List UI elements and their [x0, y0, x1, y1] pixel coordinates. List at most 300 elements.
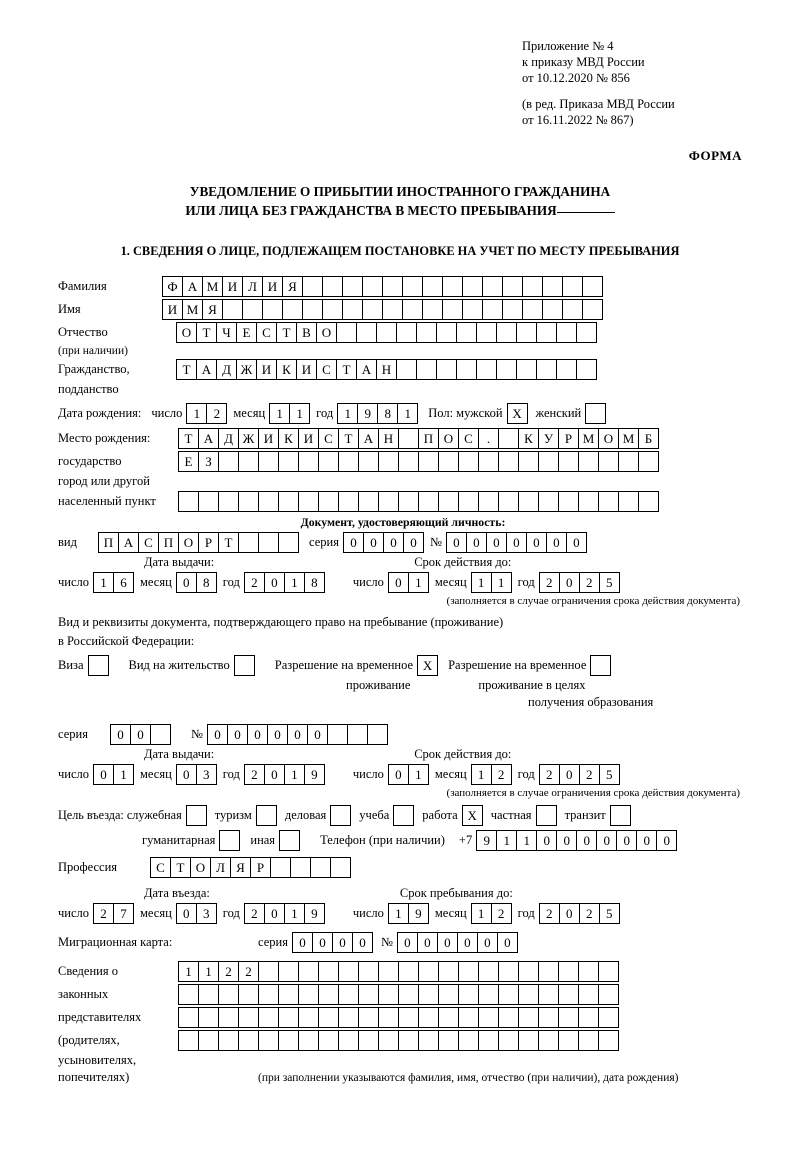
cell[interactable]: [418, 984, 439, 1005]
cell[interactable]: [336, 322, 357, 343]
cell[interactable]: [238, 532, 259, 553]
cell[interactable]: 1: [284, 572, 305, 593]
permit-number-input[interactable]: [207, 724, 388, 745]
cell[interactable]: 1: [178, 961, 199, 982]
cell[interactable]: [456, 359, 477, 380]
cell[interactable]: [476, 359, 497, 380]
cell[interactable]: [358, 984, 379, 1005]
cell[interactable]: [598, 961, 619, 982]
cell[interactable]: [278, 451, 299, 472]
cell[interactable]: [178, 491, 199, 512]
cell[interactable]: Т: [218, 532, 239, 553]
cell[interactable]: X: [462, 805, 483, 826]
cell[interactable]: [238, 451, 259, 472]
cell[interactable]: [558, 984, 579, 1005]
permit-issue-year-input[interactable]: [244, 764, 325, 785]
cell[interactable]: [536, 805, 557, 826]
cell[interactable]: [378, 961, 399, 982]
cell[interactable]: 2: [238, 961, 259, 982]
stay-day-input[interactable]: [388, 903, 429, 924]
cell[interactable]: [358, 1030, 379, 1051]
cell[interactable]: [518, 984, 539, 1005]
cell[interactable]: [318, 491, 339, 512]
cell[interactable]: [538, 961, 559, 982]
cell[interactable]: 1: [337, 403, 358, 424]
cell[interactable]: 2: [579, 764, 600, 785]
cell[interactable]: [585, 403, 606, 424]
cell[interactable]: [338, 961, 359, 982]
cell[interactable]: [358, 1007, 379, 1028]
cell[interactable]: [262, 299, 283, 320]
cell[interactable]: 0: [93, 764, 114, 785]
cell[interactable]: [578, 491, 599, 512]
cell[interactable]: [618, 451, 639, 472]
cell[interactable]: 1: [516, 830, 537, 851]
cell[interactable]: [338, 1007, 359, 1028]
cell[interactable]: [558, 961, 579, 982]
cell[interactable]: [496, 322, 517, 343]
cell[interactable]: А: [358, 428, 379, 449]
cell[interactable]: 2: [539, 903, 560, 924]
cell[interactable]: [218, 1030, 239, 1051]
cell[interactable]: Т: [196, 322, 217, 343]
cell[interactable]: [556, 322, 577, 343]
cell[interactable]: [478, 961, 499, 982]
cell[interactable]: 8: [196, 572, 217, 593]
cell[interactable]: 0: [264, 572, 285, 593]
cell[interactable]: [598, 984, 619, 1005]
cell[interactable]: [442, 299, 463, 320]
cell[interactable]: П: [98, 532, 119, 553]
cell[interactable]: [322, 276, 343, 297]
doc-series-input[interactable]: [343, 532, 424, 553]
cell[interactable]: [186, 805, 207, 826]
cell[interactable]: [258, 451, 279, 472]
cell[interactable]: П: [418, 428, 439, 449]
cell[interactable]: [538, 1007, 559, 1028]
cell[interactable]: [582, 276, 603, 297]
cell[interactable]: Ч: [216, 322, 237, 343]
cell[interactable]: Н: [378, 428, 399, 449]
cell[interactable]: [558, 451, 579, 472]
cell[interactable]: [358, 961, 379, 982]
cell[interactable]: О: [176, 322, 197, 343]
patronymic-input[interactable]: [176, 322, 597, 343]
cell[interactable]: [462, 299, 483, 320]
cell[interactable]: [258, 532, 279, 553]
purpose-other-checkbox[interactable]: [279, 830, 300, 851]
cell[interactable]: М: [618, 428, 639, 449]
cell[interactable]: 5: [599, 572, 620, 593]
cell[interactable]: [258, 491, 279, 512]
cell[interactable]: 0: [388, 572, 409, 593]
cell[interactable]: Р: [558, 428, 579, 449]
cell[interactable]: О: [178, 532, 199, 553]
cell[interactable]: [562, 276, 583, 297]
cell[interactable]: 2: [244, 572, 265, 593]
residence-permit-checkbox[interactable]: [234, 655, 255, 676]
cell[interactable]: [458, 961, 479, 982]
cell[interactable]: И: [258, 428, 279, 449]
cell[interactable]: [542, 276, 563, 297]
permit-issue-day-input[interactable]: [93, 764, 134, 785]
cell[interactable]: [578, 451, 599, 472]
cell[interactable]: 0: [556, 830, 577, 851]
cell[interactable]: 0: [446, 532, 467, 553]
cell[interactable]: 1: [471, 764, 492, 785]
cell[interactable]: 7: [113, 903, 134, 924]
cell[interactable]: [576, 322, 597, 343]
cell[interactable]: [576, 359, 597, 380]
cell[interactable]: 2: [244, 903, 265, 924]
cell[interactable]: [578, 1007, 599, 1028]
cell[interactable]: [279, 830, 300, 851]
cell[interactable]: 0: [343, 532, 364, 553]
cell[interactable]: [198, 1030, 219, 1051]
cell[interactable]: [598, 1030, 619, 1051]
cell[interactable]: 0: [307, 724, 328, 745]
cell[interactable]: 0: [486, 532, 507, 553]
cell[interactable]: [458, 1007, 479, 1028]
cell[interactable]: [318, 961, 339, 982]
cell[interactable]: Ж: [236, 359, 257, 380]
cell[interactable]: [578, 961, 599, 982]
cell[interactable]: [330, 805, 351, 826]
cell[interactable]: [438, 451, 459, 472]
doc-valid-month-input[interactable]: [471, 572, 512, 593]
cell[interactable]: [538, 984, 559, 1005]
cell[interactable]: [498, 428, 519, 449]
cell[interactable]: [278, 961, 299, 982]
cell[interactable]: [496, 359, 517, 380]
birth-year-input[interactable]: [337, 403, 418, 424]
cell[interactable]: [402, 299, 423, 320]
cell[interactable]: 0: [264, 764, 285, 785]
cell[interactable]: [422, 299, 443, 320]
cell[interactable]: Е: [236, 322, 257, 343]
citizenship-input[interactable]: [176, 359, 597, 380]
cell[interactable]: [362, 276, 383, 297]
cell[interactable]: [258, 961, 279, 982]
cell[interactable]: 1: [491, 572, 512, 593]
cell[interactable]: 0: [388, 764, 409, 785]
cell[interactable]: [502, 299, 523, 320]
cell[interactable]: [456, 322, 477, 343]
cell[interactable]: Л: [242, 276, 263, 297]
cell[interactable]: Ф: [162, 276, 183, 297]
cell[interactable]: [238, 984, 259, 1005]
cell[interactable]: [290, 857, 311, 878]
cell[interactable]: 0: [397, 932, 418, 953]
cell[interactable]: [396, 359, 417, 380]
cell[interactable]: 0: [546, 532, 567, 553]
purpose-transit-checkbox[interactable]: [610, 805, 631, 826]
cell[interactable]: Я: [282, 276, 303, 297]
cell[interactable]: [556, 359, 577, 380]
cell[interactable]: [422, 276, 443, 297]
visa-checkbox[interactable]: [88, 655, 109, 676]
cell[interactable]: 0: [383, 532, 404, 553]
cell[interactable]: [638, 491, 659, 512]
cell[interactable]: [458, 451, 479, 472]
cell[interactable]: С: [256, 322, 277, 343]
cell[interactable]: И: [296, 359, 317, 380]
cell[interactable]: [436, 359, 457, 380]
cell[interactable]: [256, 805, 277, 826]
cell[interactable]: А: [198, 428, 219, 449]
cell[interactable]: [618, 491, 639, 512]
cell[interactable]: [358, 451, 379, 472]
permit-valid-year-input[interactable]: [539, 764, 620, 785]
cell[interactable]: 1: [284, 764, 305, 785]
cell[interactable]: 9: [304, 764, 325, 785]
cell[interactable]: [478, 451, 499, 472]
cell[interactable]: [198, 1007, 219, 1028]
cell[interactable]: [562, 299, 583, 320]
cell[interactable]: 1: [93, 572, 114, 593]
cell[interactable]: [438, 1007, 459, 1028]
cell[interactable]: С: [150, 857, 171, 878]
cell[interactable]: [218, 491, 239, 512]
cell[interactable]: [398, 1030, 419, 1051]
cell[interactable]: 1: [397, 403, 418, 424]
name-input[interactable]: [162, 299, 603, 320]
cell[interactable]: И: [298, 428, 319, 449]
cell[interactable]: [536, 359, 557, 380]
cell[interactable]: Я: [230, 857, 251, 878]
cell[interactable]: [322, 299, 343, 320]
cell[interactable]: 0: [403, 532, 424, 553]
cell[interactable]: Ж: [238, 428, 259, 449]
migration-number-input[interactable]: [397, 932, 518, 953]
cell[interactable]: 0: [526, 532, 547, 553]
cell[interactable]: В: [296, 322, 317, 343]
cell[interactable]: 0: [656, 830, 677, 851]
cell[interactable]: [238, 1007, 259, 1028]
cell[interactable]: Я: [202, 299, 223, 320]
cell[interactable]: [150, 724, 171, 745]
cell[interactable]: [376, 322, 397, 343]
purpose-humanitarian-checkbox[interactable]: [219, 830, 240, 851]
cell[interactable]: Р: [250, 857, 271, 878]
cell[interactable]: 0: [596, 830, 617, 851]
cell[interactable]: 0: [559, 764, 580, 785]
temp-residence-checkbox[interactable]: [417, 655, 438, 676]
cell[interactable]: [238, 1030, 259, 1051]
cell[interactable]: [242, 299, 263, 320]
cell[interactable]: [498, 984, 519, 1005]
cell[interactable]: [498, 961, 519, 982]
cell[interactable]: К: [276, 359, 297, 380]
cell[interactable]: [402, 276, 423, 297]
cell[interactable]: [278, 532, 299, 553]
cell[interactable]: 2: [244, 764, 265, 785]
cell[interactable]: [356, 322, 377, 343]
cell[interactable]: О: [438, 428, 459, 449]
cell[interactable]: 0: [130, 724, 151, 745]
cell[interactable]: .: [478, 428, 499, 449]
cell[interactable]: [518, 961, 539, 982]
cell[interactable]: [502, 276, 523, 297]
cell[interactable]: [542, 299, 563, 320]
cell[interactable]: 1: [284, 903, 305, 924]
cell[interactable]: 0: [559, 903, 580, 924]
cell[interactable]: [518, 1007, 539, 1028]
surname-input[interactable]: [162, 276, 603, 297]
cell[interactable]: 8: [377, 403, 398, 424]
doc-issue-month-input[interactable]: [176, 572, 217, 593]
cell[interactable]: Е: [178, 451, 199, 472]
cell[interactable]: 0: [287, 724, 308, 745]
cell[interactable]: [458, 984, 479, 1005]
cell[interactable]: 6: [113, 572, 134, 593]
cell[interactable]: 2: [93, 903, 114, 924]
cell[interactable]: [318, 451, 339, 472]
cell[interactable]: [398, 961, 419, 982]
cell[interactable]: Л: [210, 857, 231, 878]
cell[interactable]: У: [538, 428, 559, 449]
cell[interactable]: [278, 491, 299, 512]
cell[interactable]: О: [190, 857, 211, 878]
cell[interactable]: 2: [579, 903, 600, 924]
cell[interactable]: [458, 491, 479, 512]
cell[interactable]: [516, 359, 537, 380]
cell[interactable]: [378, 491, 399, 512]
cell[interactable]: 2: [491, 903, 512, 924]
cell[interactable]: [318, 1007, 339, 1028]
edu-residence-checkbox[interactable]: [590, 655, 611, 676]
stay-year-input[interactable]: [539, 903, 620, 924]
cell[interactable]: [338, 451, 359, 472]
cell[interactable]: 0: [176, 572, 197, 593]
birthplace-city-input-2[interactable]: [178, 491, 659, 512]
cell[interactable]: Т: [176, 359, 197, 380]
cell[interactable]: 1: [198, 961, 219, 982]
cell[interactable]: [478, 1007, 499, 1028]
cell[interactable]: [478, 491, 499, 512]
legal-rep-input-3[interactable]: [178, 1007, 619, 1028]
cell[interactable]: [418, 1030, 439, 1051]
cell[interactable]: М: [202, 276, 223, 297]
cell[interactable]: И: [222, 276, 243, 297]
doc-valid-year-input[interactable]: [539, 572, 620, 593]
cell[interactable]: 0: [576, 830, 597, 851]
permit-issue-month-input[interactable]: [176, 764, 217, 785]
cell[interactable]: [438, 491, 459, 512]
sex-female-checkbox[interactable]: [585, 403, 606, 424]
cell[interactable]: 2: [579, 572, 600, 593]
cell[interactable]: 0: [176, 903, 197, 924]
cell[interactable]: [258, 1007, 279, 1028]
cell[interactable]: 0: [207, 724, 228, 745]
cell[interactable]: 0: [477, 932, 498, 953]
cell[interactable]: [478, 1030, 499, 1051]
cell[interactable]: [378, 1007, 399, 1028]
cell[interactable]: 2: [539, 764, 560, 785]
cell[interactable]: [438, 961, 459, 982]
cell[interactable]: [218, 451, 239, 472]
cell[interactable]: 0: [497, 932, 518, 953]
cell[interactable]: [458, 1030, 479, 1051]
cell[interactable]: [198, 491, 219, 512]
cell[interactable]: [178, 984, 199, 1005]
cell[interactable]: 0: [566, 532, 587, 553]
cell[interactable]: [438, 984, 459, 1005]
cell[interactable]: [302, 299, 323, 320]
cell[interactable]: [382, 276, 403, 297]
cell[interactable]: Т: [178, 428, 199, 449]
cell[interactable]: П: [158, 532, 179, 553]
cell[interactable]: [278, 1007, 299, 1028]
cell[interactable]: [362, 299, 383, 320]
cell[interactable]: [338, 1030, 359, 1051]
cell[interactable]: С: [316, 359, 337, 380]
cell[interactable]: [318, 984, 339, 1005]
cell[interactable]: [582, 299, 603, 320]
cell[interactable]: [536, 322, 557, 343]
cell[interactable]: [310, 857, 331, 878]
cell[interactable]: 5: [599, 903, 620, 924]
cell[interactable]: [442, 276, 463, 297]
cell[interactable]: [522, 299, 543, 320]
cell[interactable]: [358, 491, 379, 512]
legal-rep-input-1[interactable]: [178, 961, 619, 982]
cell[interactable]: [218, 984, 239, 1005]
permit-valid-month-input[interactable]: [471, 764, 512, 785]
cell[interactable]: А: [196, 359, 217, 380]
cell[interactable]: 1: [408, 764, 429, 785]
cell[interactable]: [342, 299, 363, 320]
cell[interactable]: 2: [206, 403, 227, 424]
cell[interactable]: [398, 428, 419, 449]
cell[interactable]: [298, 961, 319, 982]
cell[interactable]: [598, 451, 619, 472]
cell[interactable]: [330, 857, 351, 878]
cell[interactable]: 2: [491, 764, 512, 785]
cell[interactable]: 0: [264, 903, 285, 924]
cell[interactable]: [282, 299, 303, 320]
cell[interactable]: [398, 1007, 419, 1028]
cell[interactable]: Д: [216, 359, 237, 380]
permit-series-input[interactable]: [110, 724, 171, 745]
cell[interactable]: 3: [196, 764, 217, 785]
cell[interactable]: 0: [352, 932, 373, 953]
cell[interactable]: [318, 1030, 339, 1051]
cell[interactable]: [590, 655, 611, 676]
cell[interactable]: О: [316, 322, 337, 343]
cell[interactable]: 0: [247, 724, 268, 745]
cell[interactable]: [219, 830, 240, 851]
cell[interactable]: [498, 491, 519, 512]
purpose-private-checkbox[interactable]: [536, 805, 557, 826]
permit-valid-day-input[interactable]: [388, 764, 429, 785]
cell[interactable]: 1: [113, 764, 134, 785]
cell[interactable]: А: [182, 276, 203, 297]
cell[interactable]: [558, 491, 579, 512]
cell[interactable]: [258, 1030, 279, 1051]
cell[interactable]: А: [118, 532, 139, 553]
cell[interactable]: И: [262, 276, 283, 297]
cell[interactable]: [258, 984, 279, 1005]
cell[interactable]: [518, 451, 539, 472]
entry-year-input[interactable]: [244, 903, 325, 924]
cell[interactable]: [638, 451, 659, 472]
cell[interactable]: 0: [332, 932, 353, 953]
cell[interactable]: 1: [471, 903, 492, 924]
cell[interactable]: [518, 491, 539, 512]
cell[interactable]: [178, 1007, 199, 1028]
cell[interactable]: И: [162, 299, 183, 320]
